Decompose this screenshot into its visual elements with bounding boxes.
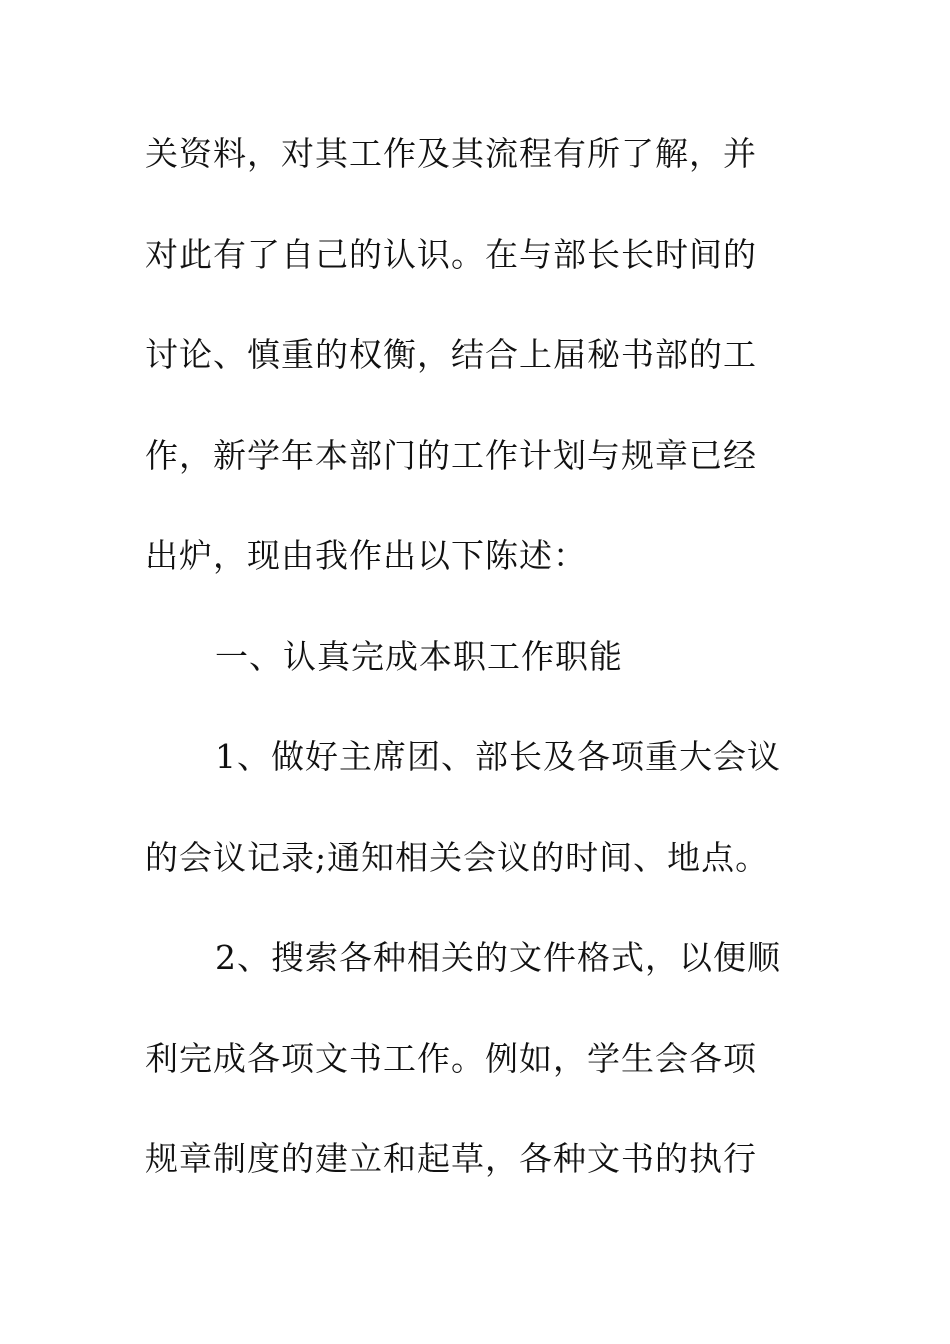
text-line-8: 的会议记录;通知相关会议的时间、地点。: [145, 837, 770, 877]
text-line-10: 利完成各项文书工作。例如，学生会各项: [145, 1038, 757, 1078]
text-line-2: 对此有了自己的认识。在与部长长时间的: [145, 234, 757, 274]
section-heading: 一、认真完成本职工作职能: [215, 636, 623, 676]
text-line-4: 作，新学年本部门的工作计划与规章已经: [145, 435, 757, 475]
document-body: [145, 124, 805, 1230]
text-line-5: 出炉，现由我作出以下陈述：: [145, 536, 587, 575]
text-line-9: 2、搜索各种相关的文件格式，以便顺: [215, 938, 781, 977]
text-line-11: 规章制度的建立和起草，各种文书的执行: [145, 1139, 757, 1178]
text-line-7: 1、做好主席团、部长及各项重大会议: [215, 737, 781, 776]
text-line-3: 讨论、慎重的权衡，结合上届秘书部的工: [145, 335, 757, 374]
text-line-1: 关资料，对其工作及其流程有所了解，并: [145, 134, 757, 173]
